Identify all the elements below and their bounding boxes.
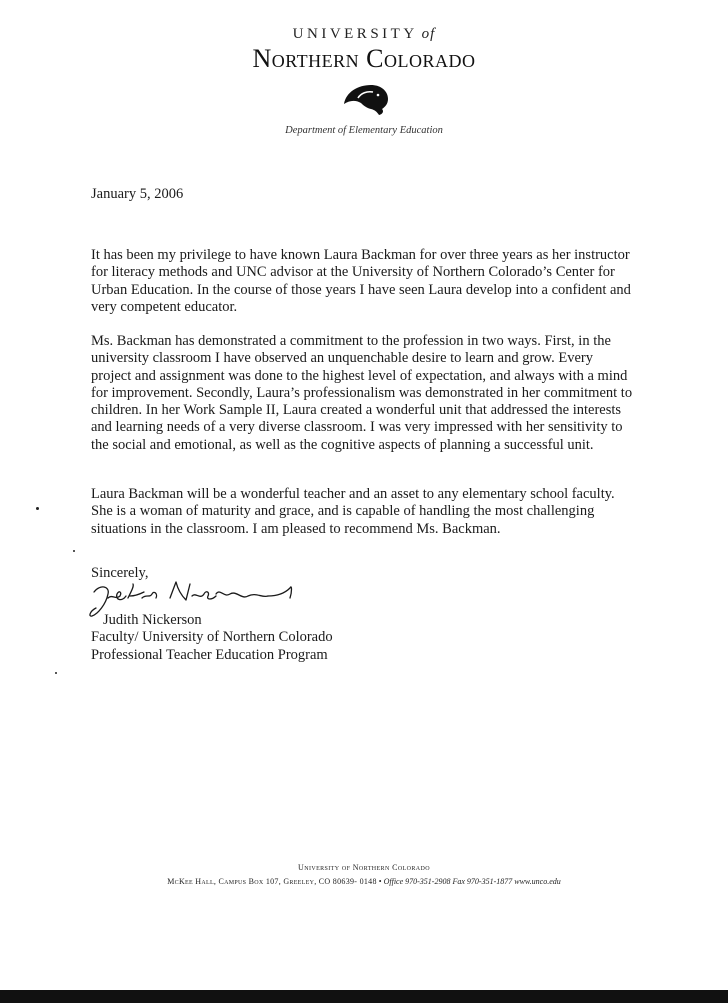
- footer-address-line: [0, 877, 728, 886]
- letter-date: January 5, 2006: [91, 186, 184, 202]
- footer-fax: Fax 970-351-1877: [452, 877, 513, 886]
- signer-program: Professional Teacher Education Program: [91, 646, 328, 663]
- letterhead-university-line: [0, 26, 728, 43]
- footer-web: www.unco.edu: [514, 877, 561, 886]
- letter-paragraph: It has been my privilege to have known Laura Backman for over three years as her instructor for literacy methods and UNC advisor at the University of Northern Colorado’s Center for Urban Education. In the course of those years I have seen Laura develop into a confident and very competent educator.: [91, 247, 631, 315]
- signer-name: Judith Nickerson: [103, 612, 202, 628]
- letterhead-of: of: [421, 26, 436, 42]
- letter-paragraph: Ms. Backman has demonstrated a commitment to the profession in two ways. First, in the university classroom I have observed an unquenchable desire to learn and grow. Every project and assignment was done to the highest level of expectation, and always with a mind for improvement. Secondly, Laura’s professionalism was demonstrated in her commitment to children. In her Work Sample II, Laura created a wonderful unit that addressed the interests and learning needs of a very diverse classroom. I was very impressed with her sensitivity to the social and emotional, as well as the cognitive aspects of planning a successful unit.: [91, 333, 633, 453]
- signature-block: [91, 612, 333, 664]
- footer-bullet: •: [378, 877, 382, 886]
- footer-office: Office 970-351-2908: [383, 877, 451, 886]
- signer-title: Faculty/ University of Northern Colorado: [91, 629, 333, 646]
- letter-closing: Sincerely,: [91, 565, 149, 581]
- scan-speck: [36, 507, 39, 510]
- scan-speck: [73, 550, 75, 552]
- scan-edge-bar: [0, 990, 728, 1003]
- letterhead-department: Department of Elementary Education: [285, 125, 443, 136]
- scan-speck: [55, 672, 57, 674]
- bear-logo-icon: [338, 82, 390, 116]
- letterhead-name: Northern Colorado: [252, 44, 476, 73]
- letter-paragraph: Laura Backman will be a wonderful teacher and an asset to any elementary school faculty. She is a woman of maturity and grace, and is capable of handling the most challenging situations in the classroom. I am pleased to recommend Ms. Backman.: [91, 486, 615, 537]
- footer-address: McKee Hall, Campus Box 107, Greeley, CO 80639- 0148: [167, 877, 377, 886]
- footer-university: University of Northern Colorado: [298, 863, 430, 872]
- letterhead-university: UNIVERSITY: [292, 26, 418, 42]
